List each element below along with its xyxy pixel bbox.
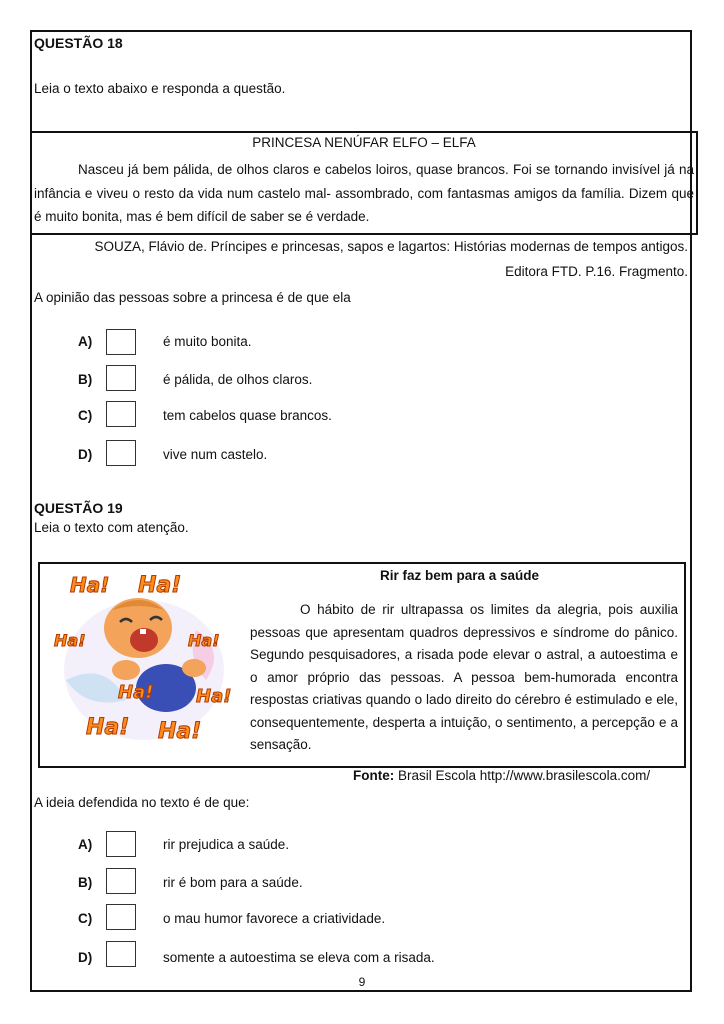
option-text: somente a autoestima se eleva com a risada.	[163, 950, 435, 965]
ha-text: Ha!	[158, 719, 202, 744]
q18-source-line1: SOUZA, Flávio de. Príncipes e princesas, sapos e lagartos: Histórias modernas de tempos antigos.	[94, 239, 688, 254]
option-letter: D)	[78, 950, 93, 965]
ha-text: Ha!	[196, 686, 232, 707]
answer-checkbox[interactable]	[106, 365, 136, 391]
baby-foot	[182, 659, 206, 677]
baby-tooth	[140, 629, 146, 634]
option-text: vive num castelo.	[163, 447, 268, 462]
answer-checkbox[interactable]	[106, 904, 136, 930]
ha-text: Ha!	[70, 573, 110, 597]
q18-text-title: PRINCESA NENÚFAR ELFO – ELFA	[252, 135, 476, 150]
option-text: rir prejudica a saúde.	[163, 837, 290, 852]
q18-title: QUESTÃO 18	[34, 35, 123, 51]
answer-checkbox[interactable]	[106, 329, 136, 355]
option-text: é pálida, de olhos claros.	[163, 372, 313, 387]
q19-question: A ideia defendida no texto é de que:	[34, 795, 250, 810]
ha-text: Ha!	[54, 631, 86, 650]
option-letter: C)	[78, 911, 93, 926]
q19-text-box	[38, 562, 686, 768]
option-text: o mau humor favorece a criatividade.	[163, 911, 386, 926]
q19-text-title: Rir faz bem para a saúde	[380, 568, 540, 583]
option-letter: C)	[78, 408, 93, 423]
answer-checkbox[interactable]	[106, 941, 136, 967]
source-label: Fonte:	[353, 768, 395, 783]
q18-question: A opinião das pessoas sobre a princesa é de que ela	[34, 290, 351, 305]
q19-title: QUESTÃO 19	[34, 500, 123, 516]
ha-text: Ha!	[86, 715, 130, 740]
q18-text-body: Nasceu já bem pálida, de olhos claros e cabelos loiros, quase brancos. Foi se tornando invisível já na infância e viveu o resto da vida num castelo mal- assombrado, com fantasmas amigos da família. Dizem que é muito bonita, mas é bem difícil de saber se é verdade.	[34, 162, 694, 224]
answer-checkbox[interactable]	[106, 440, 136, 466]
q19-text-body: O hábito de rir ultrapassa os limites da alegria, pois auxilia pessoas que apresentam quadros depressivos e síndrome do pânico. Segundo pesquisadores, a risada pode elevar o astral, a autoestima e o amor próprio das pessoas. A pessoa bem-humorada encontra respostas criativas quando o lado direito do cérebro é estimulado e ele, consequentemente, desperta a intuição, o sentimento, a percepção e a sensação.	[250, 602, 678, 752]
option-text: é muito bonita.	[163, 334, 252, 349]
option-letter: D)	[78, 447, 93, 462]
option-text: tem cabelos quase brancos.	[163, 408, 332, 423]
baby-arm	[112, 660, 140, 680]
option-letter: A)	[78, 334, 93, 349]
page-number: 9	[358, 975, 366, 989]
ha-text: Ha!	[118, 682, 154, 703]
q18-instruction: Leia o texto abaixo e responda a questão.	[34, 81, 286, 96]
answer-checkbox[interactable]	[106, 868, 136, 894]
q19-instruction: Leia o texto com atenção.	[34, 520, 189, 535]
q19-source	[353, 768, 650, 783]
answer-checkbox[interactable]	[106, 401, 136, 427]
ha-text: Ha!	[138, 573, 182, 598]
q18-text-box	[30, 131, 698, 235]
answer-checkbox[interactable]	[106, 831, 136, 857]
option-text: rir é bom para a saúde.	[163, 875, 303, 890]
option-letter: B)	[78, 875, 93, 890]
source-text: Brasil Escola http://www.brasilescola.com/	[394, 768, 651, 783]
laughing-baby-image	[46, 570, 242, 760]
option-letter: A)	[78, 837, 93, 852]
q18-source-line2: Editora FTD. P.16. Fragmento.	[505, 264, 688, 279]
option-letter: B)	[78, 372, 93, 387]
ha-text: Ha!	[188, 631, 220, 650]
